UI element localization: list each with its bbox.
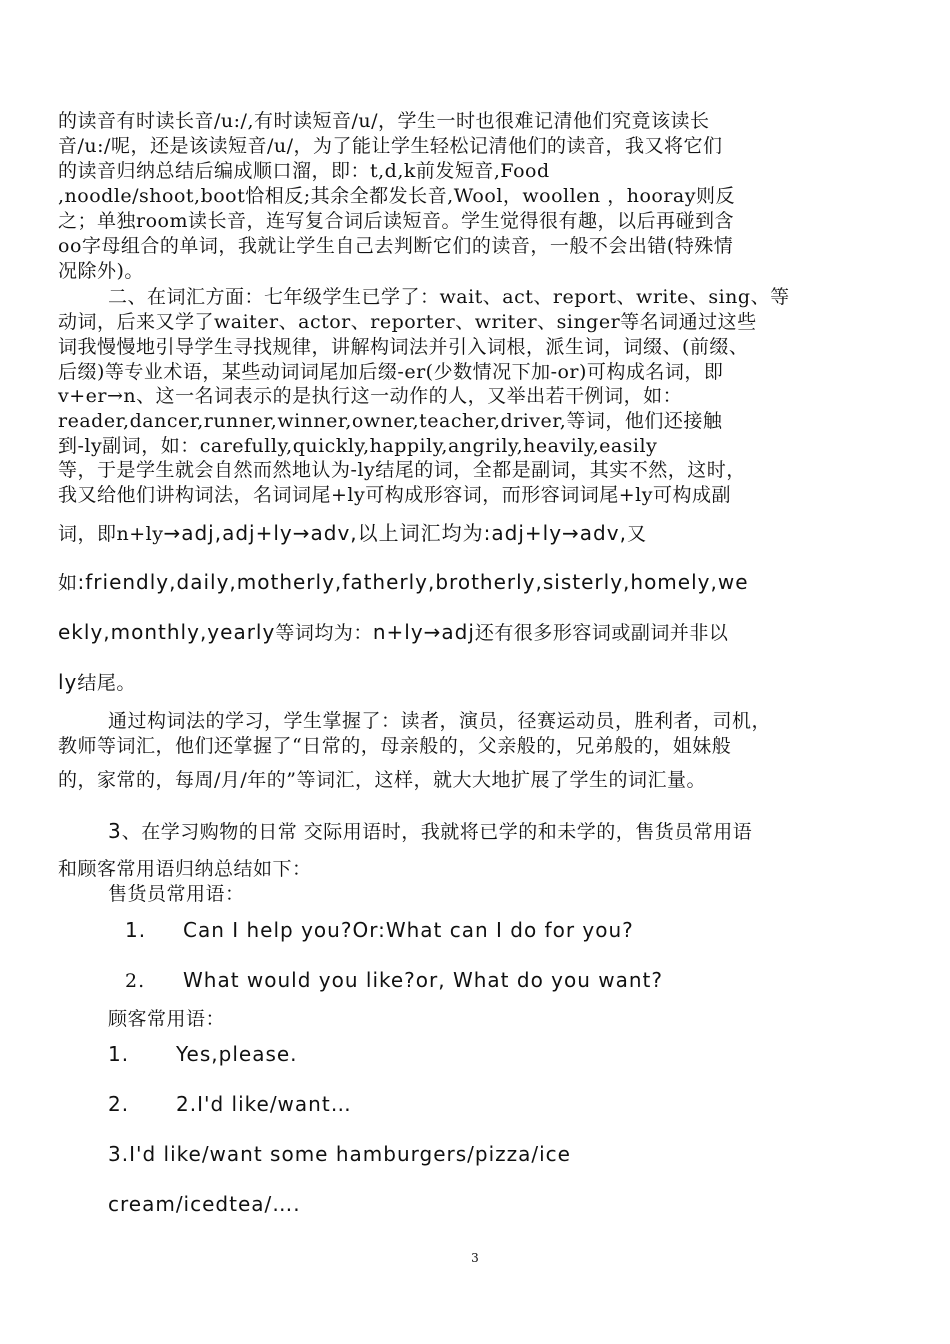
paragraph-1-line: 之；单独room读长音，连写复合词后读短音。学生觉得很有趣，以后再碰到含 [58, 210, 734, 232]
paragraph-2-mixed-line [58, 521, 878, 546]
item-number: 1. [108, 1042, 130, 1066]
item-text: Can I help you?Or:What can I do for you? [183, 918, 634, 942]
paragraph-1-line: 况除外)。 [58, 260, 144, 282]
serif-run: 等词均为： [275, 622, 373, 644]
salesperson-item-1 [125, 918, 945, 942]
paragraph-3-line: 通过构词法的学习，学生掌握了：读者，演员，径赛运动员，胜利者，司机， [108, 710, 772, 732]
paragraph-2-line: 词我慢慢地引导学生寻找规律，讲解构词法并引入词根，派生词，词缀、(前缀、 [58, 336, 749, 358]
paragraph-1-line: oo字母组合的单词，我就让学生自己去判断它们的读音，一般不会出错(特殊情 [58, 235, 734, 257]
paragraph-2-line: 动词，后来又学了waiter、actor、reporter、writer、singer等名词通过这些 [58, 311, 757, 333]
sans-run: →adj,adj+ly→adv,以上词汇均为:adj+ly→adv, [163, 521, 627, 545]
sans-run: :friendly,daily,motherly,fatherly,brotherly,sisterly,homely,we [77, 570, 749, 594]
paragraph-4-line [108, 819, 928, 844]
paragraph-2-line: reader,dancer,runner,winner,owner,teacher,driver,等词，他们还接触 [58, 410, 723, 432]
page-number: 3 [471, 1251, 479, 1265]
customer-item-1 [108, 1042, 928, 1066]
paragraph-1-line: 的读音有时读长音/u:/,有时读短音/u/，学生一时也很难记清他们究竟该读长 [58, 110, 710, 132]
paragraph-1-line: 的读音归纳总结后编成顺口溜，即：t,d,k前发短音,Food [58, 160, 550, 182]
serif-run: 词，即n+ly [58, 523, 164, 545]
paragraph-2-line: 到-ly副词，如：carefully,quickly,happily,angrily,heavily,easily [58, 435, 658, 457]
item-number: 2. [108, 1092, 130, 1116]
customer-item-3: 3.I'd like/want some hamburgers/pizza/ice [108, 1142, 571, 1166]
customer-heading: 顾客常用语： [108, 1008, 226, 1030]
list-lead-number: 3 [108, 819, 122, 843]
paragraph-2-line: v+er→n、这一名词表示的是执行这一动作的人，又举出若干例词，如： [58, 385, 683, 407]
salesperson-item-2 [125, 968, 945, 993]
item-text: What would you like?or, What do you want? [183, 968, 664, 992]
item-text: Yes,please. [176, 1042, 298, 1066]
paragraph-3-line: 的，家常的，每周/月/年的”等词汇，这样，就大大地扩展了学生的词汇量。 [58, 769, 707, 791]
paragraph-2-mixed-line [58, 620, 878, 645]
paragraph-3-line: 教师等词汇，他们还掌握了“日常的，母亲般的，父亲般的，兄弟般的，姐妹般 [58, 735, 732, 757]
item-number: 1. [125, 918, 147, 942]
paragraph-2-line: 后缀)等专业术语，某些动词词尾加后缀-er(少数情况下加-or)可构成名词，即 [58, 361, 724, 383]
customer-item-3-continued: cream/icedtea/…. [108, 1192, 301, 1216]
serif-run: 、在学习购物的日常 交际用语时，我就将已学的和未学的，售货员常用语 [121, 821, 753, 843]
sans-run: ekly,monthly,yearly [58, 620, 276, 644]
paragraph-2-line: 等，于是学生就会自然而然地认为-ly结尾的词，全都是副词，其实不然，这时， [58, 459, 746, 481]
serif-run: 结尾。 [77, 672, 136, 694]
customer-item-2 [108, 1092, 928, 1116]
paragraph-2-line: 我又给他们讲构词法，名词词尾+ly可构成形容词，而形容词词尾+ly可构成副 [58, 484, 731, 506]
serif-run: 如 [58, 572, 78, 594]
salesperson-heading: 售货员常用语： [108, 883, 245, 905]
sans-run: n+ly→adj [372, 620, 475, 644]
paragraph-2-mixed-line [58, 570, 878, 595]
item-text: 2.I'd like/want… [176, 1092, 352, 1116]
paragraph-2-line: 二、在词汇方面：七年级学生已学了：wait、act、report、write、sing、等 [108, 286, 790, 308]
paragraph-2-mixed-line [58, 670, 878, 695]
paragraph-4-line: 和顾客常用语归纳总结如下： [58, 858, 312, 880]
serif-run: 又 [626, 523, 647, 545]
paragraph-1-line: 音/u:/呢，还是该读短音/u/，为了能让学生轻松记清他们的读音，我又将它们 [58, 135, 723, 157]
serif-run: 还有很多形容词或副词并非以 [474, 622, 729, 644]
item-number: 2. [125, 970, 146, 992]
sans-run: ly [58, 670, 78, 694]
paragraph-1-line: ,noodle/shoot,boot恰相反;其余全都发长音,Wool，woollen ，hooray则反 [58, 185, 735, 207]
